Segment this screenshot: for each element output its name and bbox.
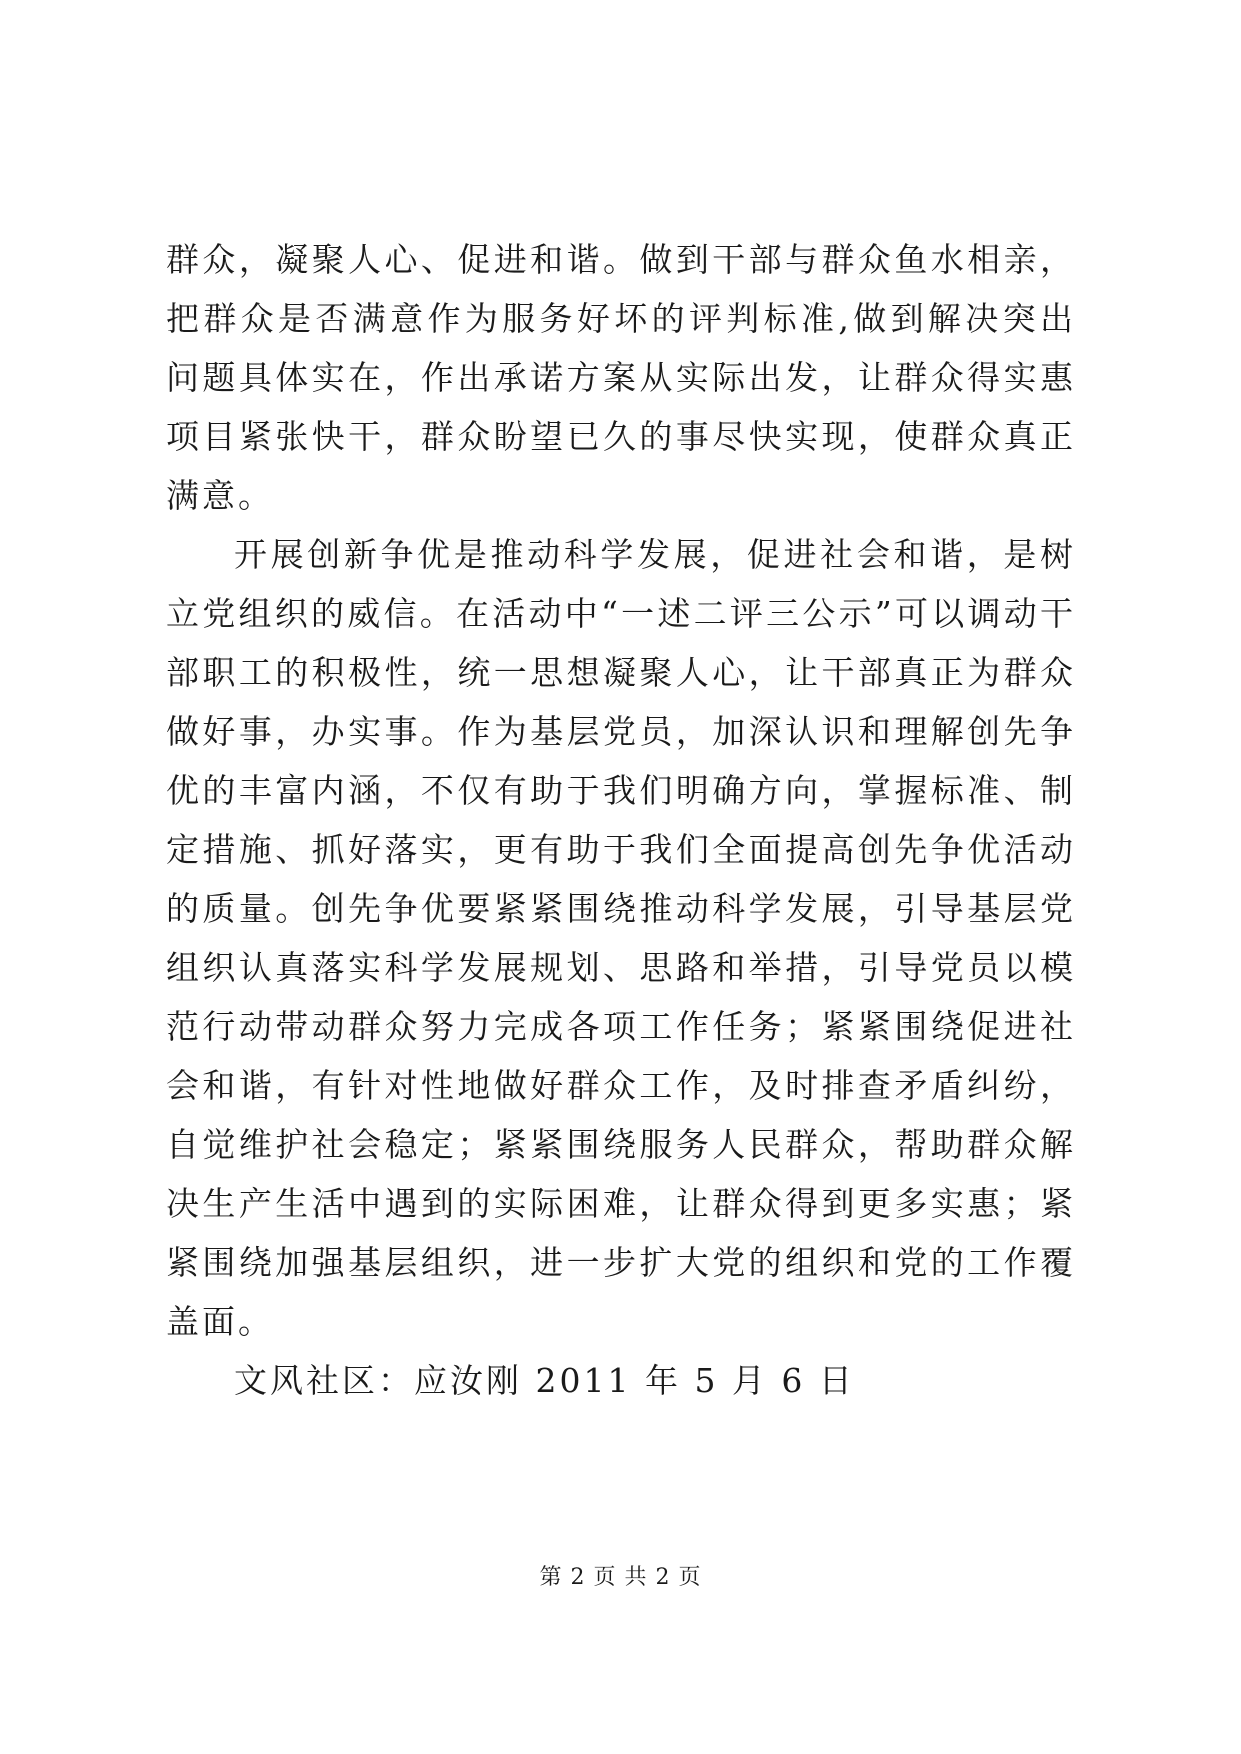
paragraph-main: 开展创新争优是推动科学发展，促进社会和谐，是树立党组织的威信。在活动中“一述二评三公示”可以调动干部职工的积极性，统一思想凝聚人心，让干部真正为群众做好事，办实事。作为基层党员，加深认识和理解创先争优的丰富内涵，不仅有助于我们明确方向，掌握标准、制定措施、抓好落实，更有助于我们全面提高创先争优活动的质量。创先争优要紧紧围绕推动科学发展，引导基层党组织认真落实科学发展规划、思路和举措，引导党员以模范行动带动群众努力完成各项工作任务；紧紧围绕促进社会和谐，有针对性地做好群众工作，及时排查矛盾纠纷，自觉维护社会稳定；紧紧围绕服务人民群众，帮助群众解决生产生活中遇到的实际困难，让群众得到更多实惠；紧紧围绕加强基层组织，进一步扩大党的组织和党的工作覆盖面。 — [166, 535, 1076, 1341]
page-footer: 第 2 页 共 2 页 — [539, 1565, 702, 1590]
document-body — [166, 230, 1076, 1410]
paragraph-continuation: 群众，凝聚人心、促进和谐。做到干部与群众鱼水相亲，把群众是否满意作为服务好坏的评判标准,做到解决突出问题具体实在，作出承诺方案从实际出发，让群众得实惠项目紧张快干，群众盼望已久的事尽快实现，使群众真正满意。 — [166, 240, 1076, 515]
signature-line: 文风社区：应汝刚 2011 年 5 月 6 日 — [234, 1361, 855, 1400]
